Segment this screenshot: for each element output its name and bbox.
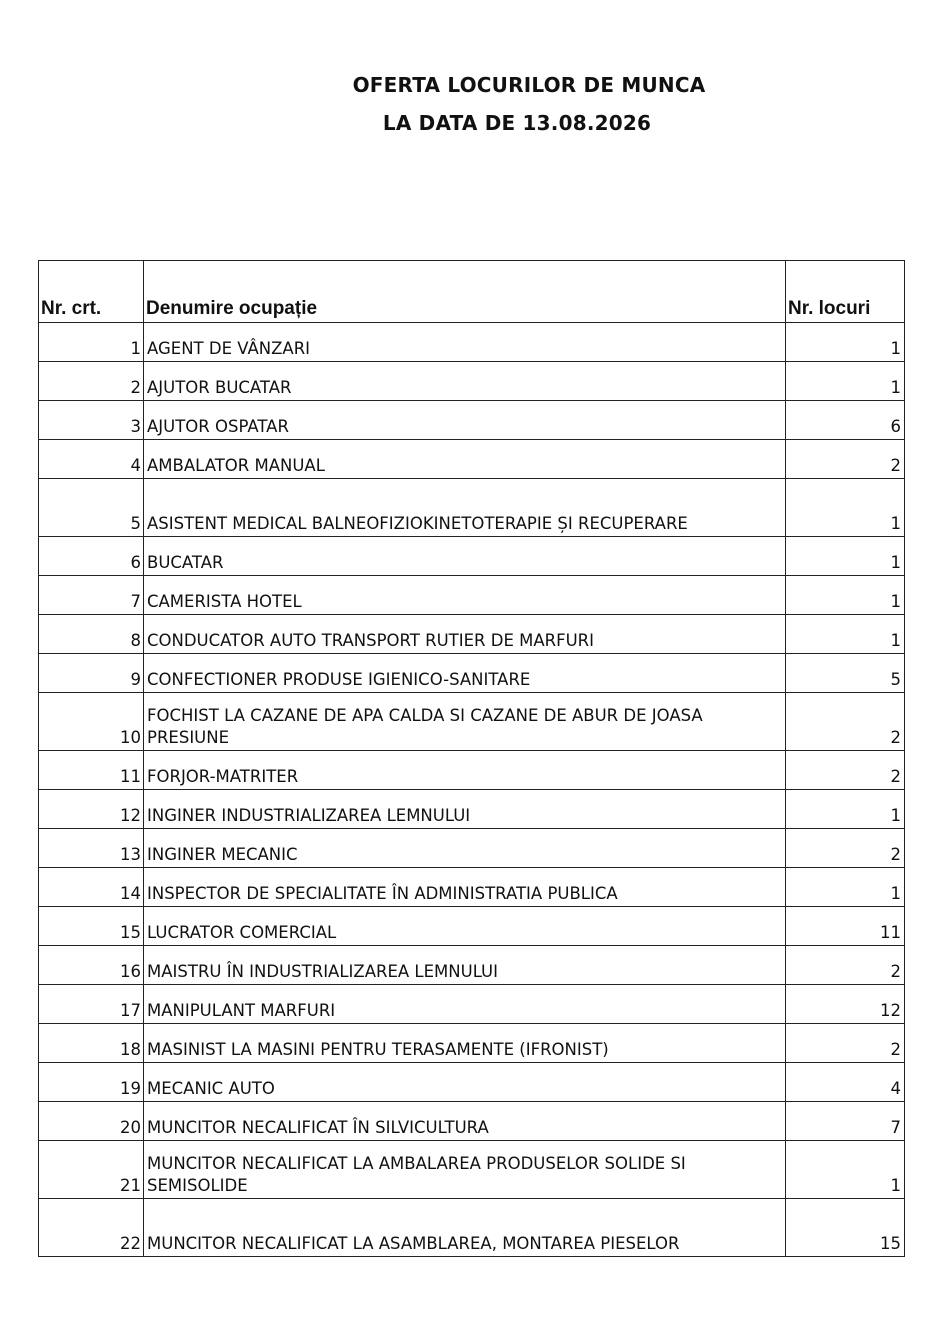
- row-number: 4: [39, 440, 144, 479]
- header-denumire-ocupatie: Denumire ocupație: [144, 261, 786, 323]
- table-row: [39, 868, 905, 907]
- positions-count: 4: [786, 1063, 905, 1102]
- occupation-name: FOCHIST LA CAZANE DE APA CALDA SI CAZANE DE ABUR DE JOASA PRESIUNE: [144, 693, 786, 751]
- positions-count: 2: [786, 829, 905, 868]
- table-row: [39, 1141, 905, 1199]
- table-row: [39, 1199, 905, 1257]
- positions-count: 12: [786, 985, 905, 1024]
- positions-count: 5: [786, 654, 905, 693]
- occupation-name: LUCRATOR COMERCIAL: [144, 907, 786, 946]
- positions-count: 15: [786, 1199, 905, 1257]
- row-number: 15: [39, 907, 144, 946]
- positions-count: 1: [786, 479, 905, 537]
- occupation-name: INSPECTOR DE SPECIALITATE ÎN ADMINISTRATIA PUBLICA: [144, 868, 786, 907]
- occupation-name: CONFECTIONER PRODUSE IGIENICO-SANITARE: [144, 654, 786, 693]
- occupation-name: AGENT DE VÂNZARI: [144, 323, 786, 362]
- occupation-name: AJUTOR BUCATAR: [144, 362, 786, 401]
- occupation-name: MAISTRU ÎN INDUSTRIALIZAREA LEMNULUI: [144, 946, 786, 985]
- occupation-name: BUCATAR: [144, 537, 786, 576]
- positions-count: 2: [786, 440, 905, 479]
- row-number: 2: [39, 362, 144, 401]
- occupation-name: MUNCITOR NECALIFICAT LA ASAMBLAREA, MONTAREA PIESELOR: [144, 1199, 786, 1257]
- table-row: [39, 1024, 905, 1063]
- table-row: [39, 654, 905, 693]
- positions-count: 1: [786, 1141, 905, 1199]
- occupation-name: AJUTOR OSPATAR: [144, 401, 786, 440]
- row-number: 20: [39, 1102, 144, 1141]
- positions-count: 1: [786, 362, 905, 401]
- occupation-name: CONDUCATOR AUTO TRANSPORT RUTIER DE MARFURI: [144, 615, 786, 654]
- occupation-name: ASISTENT MEDICAL BALNEOFIZIOKINETOTERAPIE ȘI RECUPERARE: [144, 479, 786, 537]
- row-number: 1: [39, 323, 144, 362]
- positions-count: 7: [786, 1102, 905, 1141]
- occupation-name: MUNCITOR NECALIFICAT ÎN SILVICULTURA: [144, 1102, 786, 1141]
- row-number: 19: [39, 1063, 144, 1102]
- row-number: 6: [39, 537, 144, 576]
- row-number: 5: [39, 479, 144, 537]
- row-number: 7: [39, 576, 144, 615]
- row-number: 8: [39, 615, 144, 654]
- table-row: [39, 615, 905, 654]
- row-number: 18: [39, 1024, 144, 1063]
- table-row: [39, 751, 905, 790]
- row-number: 10: [39, 693, 144, 751]
- positions-count: 2: [786, 1024, 905, 1063]
- positions-count: 2: [786, 693, 905, 751]
- table-row: [39, 946, 905, 985]
- row-number: 16: [39, 946, 144, 985]
- occupation-name: MASINIST LA MASINI PENTRU TERASAMENTE (IFRONIST): [144, 1024, 786, 1063]
- table-row: [39, 576, 905, 615]
- row-number: 14: [39, 868, 144, 907]
- row-number: 22: [39, 1199, 144, 1257]
- row-number: 13: [39, 829, 144, 868]
- positions-count: 1: [786, 615, 905, 654]
- occupation-name: CAMERISTA HOTEL: [144, 576, 786, 615]
- occupation-name: MANIPULANT MARFURI: [144, 985, 786, 1024]
- occupation-name: INGINER MECANIC: [144, 829, 786, 868]
- table-row: [39, 1063, 905, 1102]
- table-row: [39, 693, 905, 751]
- document-title: OFERTA LOCURILOR DE MUNCA: [352, 73, 706, 97]
- table-header-row: [39, 261, 905, 323]
- row-number: 17: [39, 985, 144, 1024]
- positions-count: 1: [786, 323, 905, 362]
- header-nr-locuri: Nr. locuri: [786, 261, 905, 323]
- table-row: [39, 479, 905, 537]
- table-row: [39, 440, 905, 479]
- row-number: 3: [39, 401, 144, 440]
- document-date-title: LA DATA DE 13.08.2026: [382, 111, 652, 135]
- header-nr-crt: Nr. crt.: [39, 261, 144, 323]
- table-row: [39, 829, 905, 868]
- table-row: [39, 323, 905, 362]
- occupation-name: FORJOR-MATRITER: [144, 751, 786, 790]
- occupation-name: MUNCITOR NECALIFICAT LA AMBALAREA PRODUSELOR SOLIDE SI SEMISOLIDE: [144, 1141, 786, 1199]
- table-row: [39, 1102, 905, 1141]
- occupation-name: MECANIC AUTO: [144, 1063, 786, 1102]
- positions-count: 2: [786, 751, 905, 790]
- positions-count: 2: [786, 946, 905, 985]
- table-row: [39, 907, 905, 946]
- table-row: [39, 537, 905, 576]
- row-number: 9: [39, 654, 144, 693]
- table-row: [39, 790, 905, 829]
- positions-count: 6: [786, 401, 905, 440]
- row-number: 21: [39, 1141, 144, 1199]
- row-number: 12: [39, 790, 144, 829]
- positions-count: 11: [786, 907, 905, 946]
- occupation-name: AMBALATOR MANUAL: [144, 440, 786, 479]
- positions-count: 1: [786, 576, 905, 615]
- row-number: 11: [39, 751, 144, 790]
- positions-count: 1: [786, 790, 905, 829]
- table-row: [39, 985, 905, 1024]
- occupation-name: INGINER INDUSTRIALIZAREA LEMNULUI: [144, 790, 786, 829]
- positions-count: 1: [786, 537, 905, 576]
- positions-count: 1: [786, 868, 905, 907]
- table-row: [39, 401, 905, 440]
- job-offers-table: [38, 260, 905, 1257]
- table-row: [39, 362, 905, 401]
